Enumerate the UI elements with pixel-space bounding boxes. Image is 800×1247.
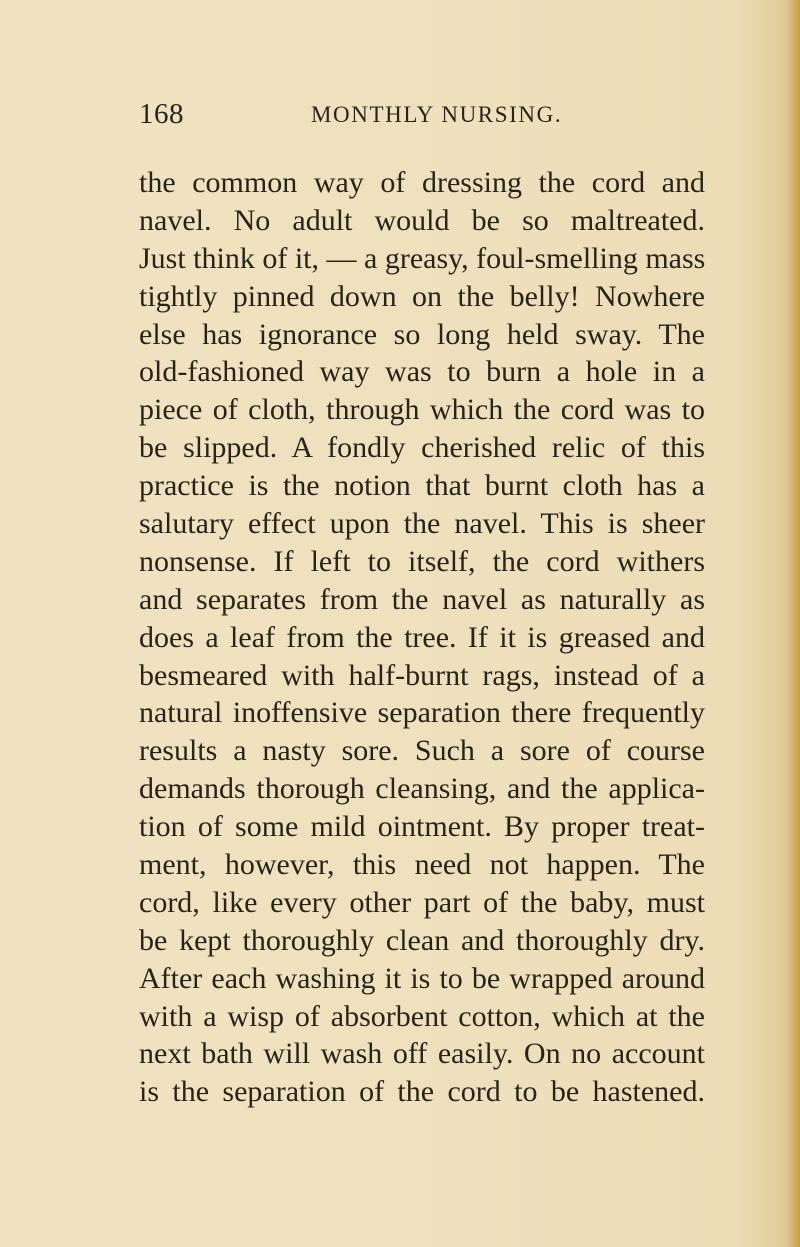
text-line: else has ignorance so long held sway. The [139,317,705,351]
text-line: is the separation of the cord to be hastened. [139,1075,705,1109]
text-line: Just think of it, — a greasy, foul-smelling mass [139,241,706,275]
text-line: natural inoffensive separation there frequently [139,696,705,730]
text-line: demands thorough cleansing, and the applica- [139,772,705,806]
text-line: and separates from the navel as naturally as [139,582,705,616]
text-line: the common way of dressing the cord and [139,166,705,199]
text-line: does a leaf from the tree. If it is greased and [139,620,705,654]
text-line: After each washing it is to be wrapped around [139,961,705,995]
text-line: be kept thoroughly clean and thoroughly dry. [139,923,705,957]
text-line: next bath will wash off easily. On no account [139,1037,705,1071]
page-edge [786,0,800,1247]
body-text [139,164,705,1111]
text-line: nonsense. If left to itself, the cord withers [139,544,705,578]
text-line: ment, however, this need not happen. The [139,848,705,882]
text-line: practice is the notion that burnt cloth has a [139,469,705,503]
text-line: navel. No adult would be so maltreated. [139,203,705,237]
text-line: old-fashioned way was to burn a hole in a [139,355,705,389]
text-line: besmeared with half-burnt rags, instead of a [139,658,705,692]
text-line: be slipped. A fondly cherished relic of this [139,431,705,465]
running-head: MONTHLY NURSING. [311,102,563,127]
text-line: cord, like every other part of the baby, must [139,885,705,919]
text-line: tion of some mild ointment. By proper treat- [139,810,705,844]
page-number: 168 [139,98,184,130]
text-line: with a wisp of absorbent cotton, which at the [139,999,705,1033]
text-line: piece of cloth, through which the cord was to [139,393,705,427]
text-line: salutary effect upon the navel. This is sheer [139,507,705,541]
text-line: tightly pinned down on the belly! Nowhere [139,279,705,313]
text-line: results a nasty sore. Such a sore of course [139,734,705,768]
page-header [139,98,705,138]
